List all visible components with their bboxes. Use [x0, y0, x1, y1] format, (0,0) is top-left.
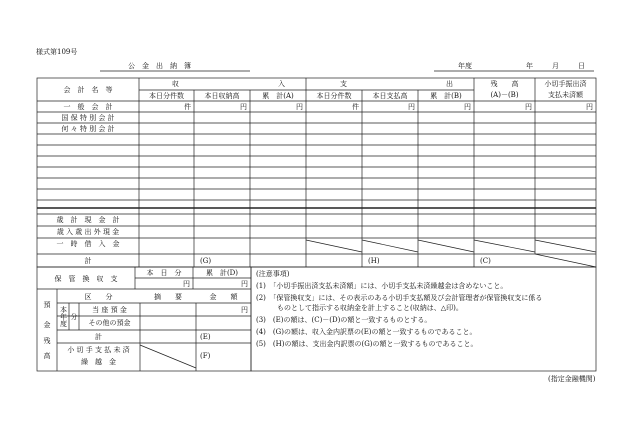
receipt-count-header: 本日分件数: [149, 92, 184, 100]
deposit-subtotal-label: 計: [95, 333, 102, 341]
payment-count-header: 本日分件数: [316, 92, 352, 100]
date-month-label: 月: [552, 62, 559, 70]
receipt-header: 収: [172, 80, 179, 88]
custody-cumulative: 累 計(D): [205, 269, 239, 277]
row-label-health-insurance: 国 保 特 別 会 計: [61, 114, 115, 122]
receipt-cumulative-header: 累 計(A): [262, 92, 294, 100]
marker-e: (E): [200, 333, 211, 341]
total-label: 計: [84, 257, 92, 265]
receipt-today-header: 本日収納高: [204, 92, 240, 100]
unit-yen: 円: [241, 280, 248, 288]
marker-c: (C): [480, 257, 491, 265]
row-label-other-special: 何 々 特 別 会 計: [61, 125, 115, 133]
deposit-side-2: 金: [43, 321, 51, 329]
deposit-amount-header: 金 額: [209, 293, 238, 301]
deposit-summary-header: 摘 要: [154, 293, 182, 301]
account-name-header: 会 計 名 等: [63, 86, 113, 94]
current-year-3: 度: [60, 320, 67, 328]
note-1: (1) 「小切手振出済支払未済額」には、小切手支払未済繰越金は含めないこと。: [256, 282, 508, 290]
check-unpaid-label: 小 切 手 支 払 未 済: [67, 346, 130, 354]
unit-yen: 円: [586, 103, 593, 111]
fiscal-year-label: 年度: [458, 62, 472, 70]
unit-yen: 円: [240, 103, 247, 111]
unsettled-header: 小切手振出済: [544, 80, 587, 88]
current-year-1: 本: [60, 306, 67, 314]
marker-f: (F): [200, 352, 211, 360]
note-5: (5) (H)の額は、支出金内訳票の(G)の額と一致するものであること。: [256, 340, 478, 348]
unit-yen: 円: [296, 103, 303, 111]
page-title: 公 金 出 納 簿: [128, 62, 191, 70]
current-year-portion: 分: [70, 313, 78, 321]
footer-bank: (指定金融機関): [548, 375, 596, 383]
deposit-kind-header: 区 分: [84, 293, 113, 301]
receipt-header-2: 入: [278, 80, 285, 88]
date-day-label: 日: [578, 62, 585, 70]
deposit-side-3: 残: [43, 337, 51, 345]
unit-yen: 円: [525, 103, 532, 111]
custody-today: 本 日 分: [146, 269, 182, 277]
row-label-temporary-loan: 一 時 借 入 金: [56, 240, 120, 248]
unit-yen: 円: [183, 280, 190, 288]
payment-cumulative-header: 累 計(B): [430, 92, 462, 100]
unit-ken: 件: [352, 103, 359, 111]
note-3: (3) (E)の額は、(C)－(D)の額と一致するものとする。: [256, 316, 432, 324]
payment-header-2: 出: [446, 80, 453, 88]
payment-today-header: 本日支払高: [372, 92, 408, 100]
unit-ken: 件: [184, 103, 191, 111]
custody-label: 保 管 換 収 支: [54, 275, 118, 283]
row-label-extra-cash: 歳 入 歳 出 外 現 金: [56, 228, 120, 236]
form-number: 様式第109号: [36, 48, 78, 56]
notes-heading: (注意事項): [256, 270, 290, 278]
other-deposit-label: その他の預金: [88, 319, 131, 327]
current-year-2: 年: [60, 313, 67, 321]
note-2-cont: ものとして指示する収納金を計上すること(収納は、△印)。: [256, 304, 463, 312]
unit-yen: 円: [241, 306, 248, 314]
row-label-annual-cash: 歳 計 現 金 計: [56, 216, 120, 224]
deposit-side-1: 預: [43, 301, 51, 309]
carryover-label: 繰 越 金: [81, 358, 116, 366]
note-4: (4) (G)の額は、収入金内訳票の(E)の額と一致するものであること。: [256, 328, 477, 336]
deposit-side-4: 高: [43, 352, 51, 360]
marker-g: (G): [200, 257, 212, 265]
row-label-general: 一 般 会 計: [63, 103, 113, 111]
payment-header: 支: [340, 80, 347, 88]
current-deposit-label: 当 座 預 金: [92, 306, 127, 314]
note-2: (2) 「保管換収支」には、その表示のある小切手支払額及び会計管理者が保管換収支に係る: [256, 294, 543, 302]
marker-h: (H): [368, 257, 380, 265]
balance-header: 残 高: [490, 80, 519, 88]
date-year-label: 年: [526, 62, 533, 70]
balance-formula: (A)－(B): [490, 91, 519, 99]
unit-yen: 円: [408, 103, 415, 111]
unit-yen: 円: [464, 103, 471, 111]
unsettled-header-2: 支払未済額: [548, 91, 583, 99]
